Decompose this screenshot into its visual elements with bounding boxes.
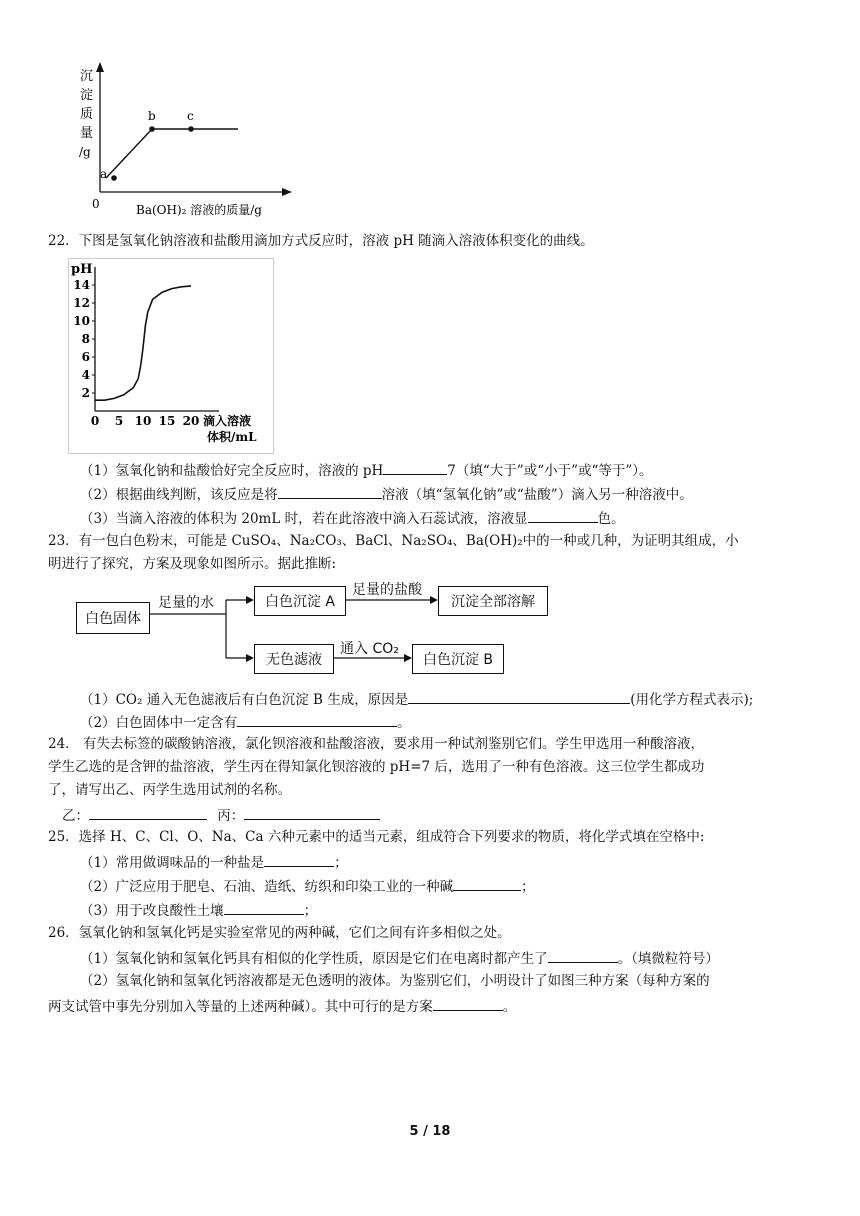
y-tick-label: 4: [81, 368, 90, 382]
q26-p1-text-b: 。（填微粒符号）: [617, 951, 719, 967]
label-c: c: [187, 109, 194, 123]
flow-diagram: [76, 580, 636, 680]
q22-p2-text-b: 溶液（填“氢氧化钠”或“盐酸”）滴入另一种溶液中。: [381, 487, 693, 503]
q22-part1: [80, 460, 653, 480]
q22-part3: [80, 508, 625, 528]
x-tick-label: 20: [182, 414, 200, 428]
hcl-label: 足量的盐酸: [352, 582, 422, 598]
q25-p2-text-a: （2）广泛应用于肥皂、石油、造纸、纺织和印染工业的一种碱: [80, 879, 454, 895]
q22-p1-text-a: （1）氢氧化钠和盐酸恰好完全反应时，溶液的 pH: [80, 463, 384, 479]
x-tick-label: 0: [90, 414, 100, 428]
y-tick-label: 2: [81, 386, 90, 400]
point-a: [111, 175, 117, 181]
y-tick-label: 6: [81, 350, 90, 364]
q24-yi-blank[interactable]: [89, 805, 207, 820]
q25-p1-text-a: （1）常用做调味品的一种盐是: [80, 855, 265, 871]
co2-label: 通入 CO₂: [340, 641, 399, 657]
q26-p2-blank[interactable]: [433, 996, 503, 1011]
q22-p1-text-b: 7（填“大于”或“小于”或“等于”）。: [447, 463, 653, 479]
label-b: b: [148, 109, 156, 123]
q25-p1-text-b: ；: [334, 855, 348, 871]
y-label-1: 沉: [80, 69, 94, 84]
q22-p3-text-a: （3）当滴入溶液的体积为 20mL 时，若在此溶液中滴入石蕊试液，溶液显: [80, 511, 528, 527]
q26-part2-line2: [48, 996, 516, 1016]
ph-chart: [68, 258, 274, 454]
water-label: 足量的水: [158, 595, 214, 611]
q25-p3-blank[interactable]: [224, 900, 304, 915]
ph-chart-svg: [69, 259, 273, 453]
precipitate-graph: [70, 60, 300, 220]
q22-p2-text-a: （2）根据曲线判断，该反应是将: [80, 487, 278, 503]
y-tick-label: 14: [73, 278, 90, 292]
q26-p2-text-b: 。: [502, 999, 517, 1015]
y-tick-label: 12: [73, 296, 90, 310]
q23-p1-text-b: (用化学方程式表示);: [630, 692, 754, 708]
q22-p2-blank[interactable]: [278, 484, 382, 499]
q24-answers: [62, 805, 380, 825]
q23-p1-blank[interactable]: [408, 689, 630, 704]
q24-line3: 了，请写出乙、丙学生选用试剂的名称。: [48, 782, 291, 798]
filtrate-box: 无色滤液: [254, 644, 334, 674]
q26-p2-text-a: 两支试管中事先分别加入等量的上述两种碱）。其中可行的是方案: [48, 999, 433, 1015]
label-a: a: [100, 167, 108, 181]
q24-yi-label: 乙：: [62, 808, 89, 824]
page-number: 5 / 18: [409, 1124, 451, 1139]
q24-bing-label: 丙：: [217, 808, 245, 824]
y-axis-label: pH: [71, 262, 93, 277]
y-label-2: 淀: [80, 88, 94, 103]
box-b: 白色沉淀 B: [412, 644, 504, 674]
x-axis-label-line2: 体积/mL: [207, 430, 257, 444]
x-axis-label-line1: 滴入溶液: [203, 414, 252, 428]
q23-stem-line2: 明进行了探究，方案及现象如图所示。据此推断:: [48, 556, 337, 572]
q25-part1: [80, 852, 348, 872]
q25-part3: [80, 900, 317, 920]
q26-part1: [80, 948, 719, 968]
q23-p2-text-a: （2）白色固体中一定含有: [80, 715, 238, 731]
q23-stem-line1: 23．有一包白色粉末，可能是 CuSO₄、Na₂CO₃、BaCl、Na₂SO₄、Ba(OH)₂中的一种或几种，为证明其组成，小: [48, 533, 739, 549]
point-b: [149, 126, 155, 132]
q24-line2: 学生乙选的是含钾的盐溶液，学生丙在得知氯化钡溶液的 pH=7 后，选用了一种有色溶液。这三位学生都成功: [48, 759, 705, 775]
q25-p1-blank[interactable]: [264, 852, 334, 867]
y-tick-label: 10: [73, 314, 90, 328]
y-tick-label: 8: [81, 332, 90, 346]
q24-line1: 24． 有失去标签的碳酸钠溶液，氯化钡溶液和盐酸溶液，要求用一种试剂鉴别它们。学生甲选用一种酸溶液，: [48, 736, 704, 752]
q26-p1-text-a: （1）氢氧化钠和氢氧化钙具有相似的化学性质，原因是它们在电离时都产生了: [80, 951, 548, 967]
x-tick-label: 5: [114, 414, 124, 428]
y-label-4: 量: [80, 126, 94, 141]
q23-part1: [80, 689, 753, 709]
q24-bing-blank[interactable]: [244, 805, 380, 820]
point-c: [188, 126, 194, 132]
q22-part2: [80, 484, 693, 504]
q25-p3-text-b: ；: [303, 903, 318, 919]
q25-part2: [80, 876, 535, 896]
q25-p2-text-b: ；: [521, 879, 535, 895]
x-tick-label: 10: [134, 414, 152, 428]
q26-p1-blank[interactable]: [548, 948, 618, 963]
origin-label: 0: [92, 197, 100, 211]
x-axis-label: Ba(OH)₂ 溶液的质量/g: [136, 203, 262, 217]
q26-stem: 26．氢氧化钠和氢氧化钙是实验室常见的两种碱，它们之间有许多相似之处。: [48, 925, 511, 941]
q22-p3-blank[interactable]: [528, 508, 598, 523]
q25-p2-blank[interactable]: [453, 876, 521, 891]
q22-p3-text-b: 色。: [597, 511, 625, 527]
box-a: 白色沉淀 A: [254, 586, 346, 616]
q25-stem: 25．选择 H、C、Cl、O、Na、Ca 六种元素中的适当元素，组成符合下列要求的物质，将化学式填在空格中:: [48, 829, 705, 845]
ph-curve: [95, 286, 191, 400]
q26-part2-line1: （2）氢氧化钠和氢氧化钙溶液都是无色透明的液体。为鉴别它们，小明设计了如图三种方案（每种方案的: [80, 973, 710, 989]
q22-stem: 22．下图是氢氧化钠溶液和盐酸用滴加方式反应时，溶液 pH 随滴入溶液体积变化的曲线。: [48, 233, 594, 249]
dissolve-box: 沉淀全部溶解: [438, 586, 548, 616]
start-box: 白色固体: [76, 602, 150, 634]
q23-p1-text-a: （1）CO₂ 通入无色滤液后有白色沉淀 B 生成，原因是: [80, 692, 409, 708]
q25-p3-text-a: （3）用于改良酸性土壤: [80, 903, 224, 919]
x-tick-label: 15: [158, 414, 176, 428]
q22-p1-blank[interactable]: [383, 460, 447, 475]
y-label-3: 质: [80, 107, 94, 122]
q23-p2-blank[interactable]: [237, 712, 397, 727]
q23-part2: [80, 712, 411, 732]
q23-p2-text-b: 。: [397, 715, 411, 731]
y-label-5: /g: [79, 145, 91, 159]
precipitate-graph-svg: [70, 60, 300, 220]
